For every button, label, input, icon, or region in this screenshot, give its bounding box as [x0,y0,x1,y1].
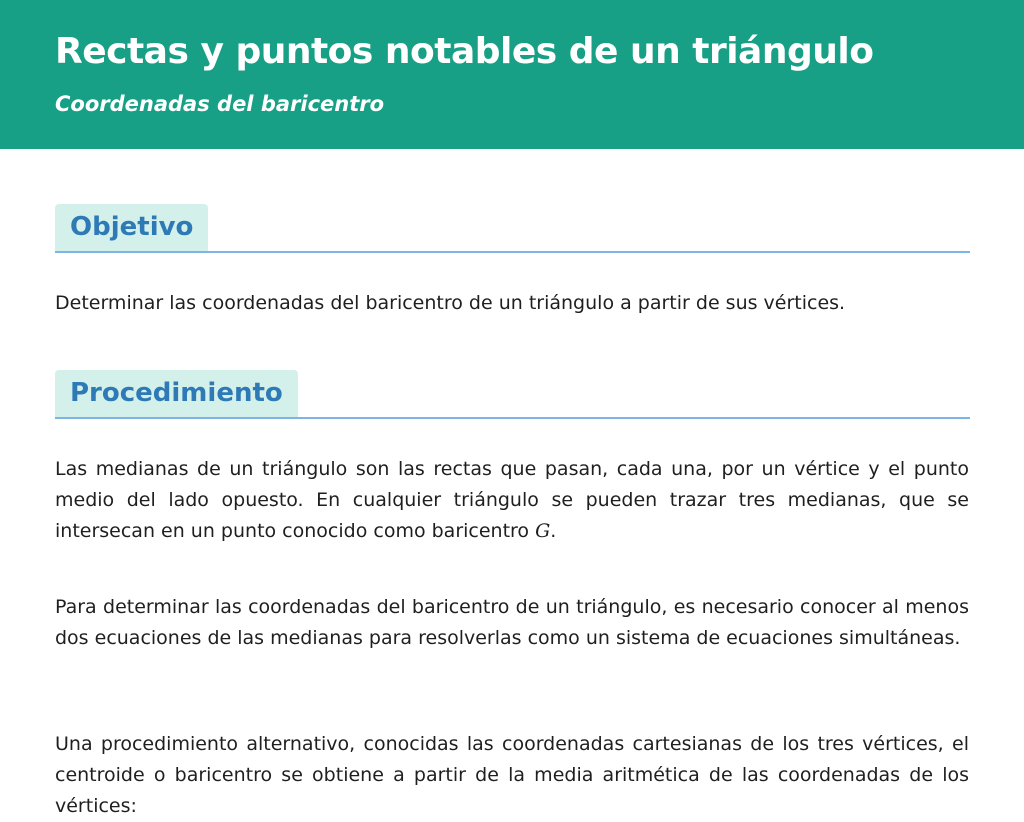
sentence-end: . [550,520,557,542]
paragraph-text: Las medianas de un triángulo son las rectas que pasan, cada una, por un vértice y el punto medio del lado opuesto. En cualquier triángulo se pueden trazar tres medianas, que se intersecan en un punto conocido como baricentro [55,458,969,542]
page-subtitle: Coordenadas del baricentro [55,92,385,116]
section-heading-label: Procedimiento [55,370,298,417]
procedure-paragraph-medianas [55,454,969,547]
section-heading-procedimiento [55,370,970,419]
section-heading-label: Objetivo [55,204,208,251]
procedure-paragraph-alternativo: Una procedimiento alternativo, conocidas las coordenadas cartesianas de los tres vértices, el centroide o baricentro se obtiene a partir de la media aritmética de las coordenadas de los vértices: [55,733,969,817]
page-title: Rectas y puntos notables de un triángulo [55,31,874,72]
baricentro-symbol: G [535,520,551,542]
procedure-paragraph-ecuaciones: Para determinar las coordenadas del baricentro de un triángulo, es necesario conocer al menos dos ecuaciones de las medianas para resolverlas como un sistema de ecuaciones simultáneas. [55,596,969,649]
page-header [0,0,1024,149]
objective-paragraph: Determinar las coordenadas del baricentro de un triángulo a partir de sus vértices. [55,292,846,314]
section-heading-objetivo [55,204,970,253]
